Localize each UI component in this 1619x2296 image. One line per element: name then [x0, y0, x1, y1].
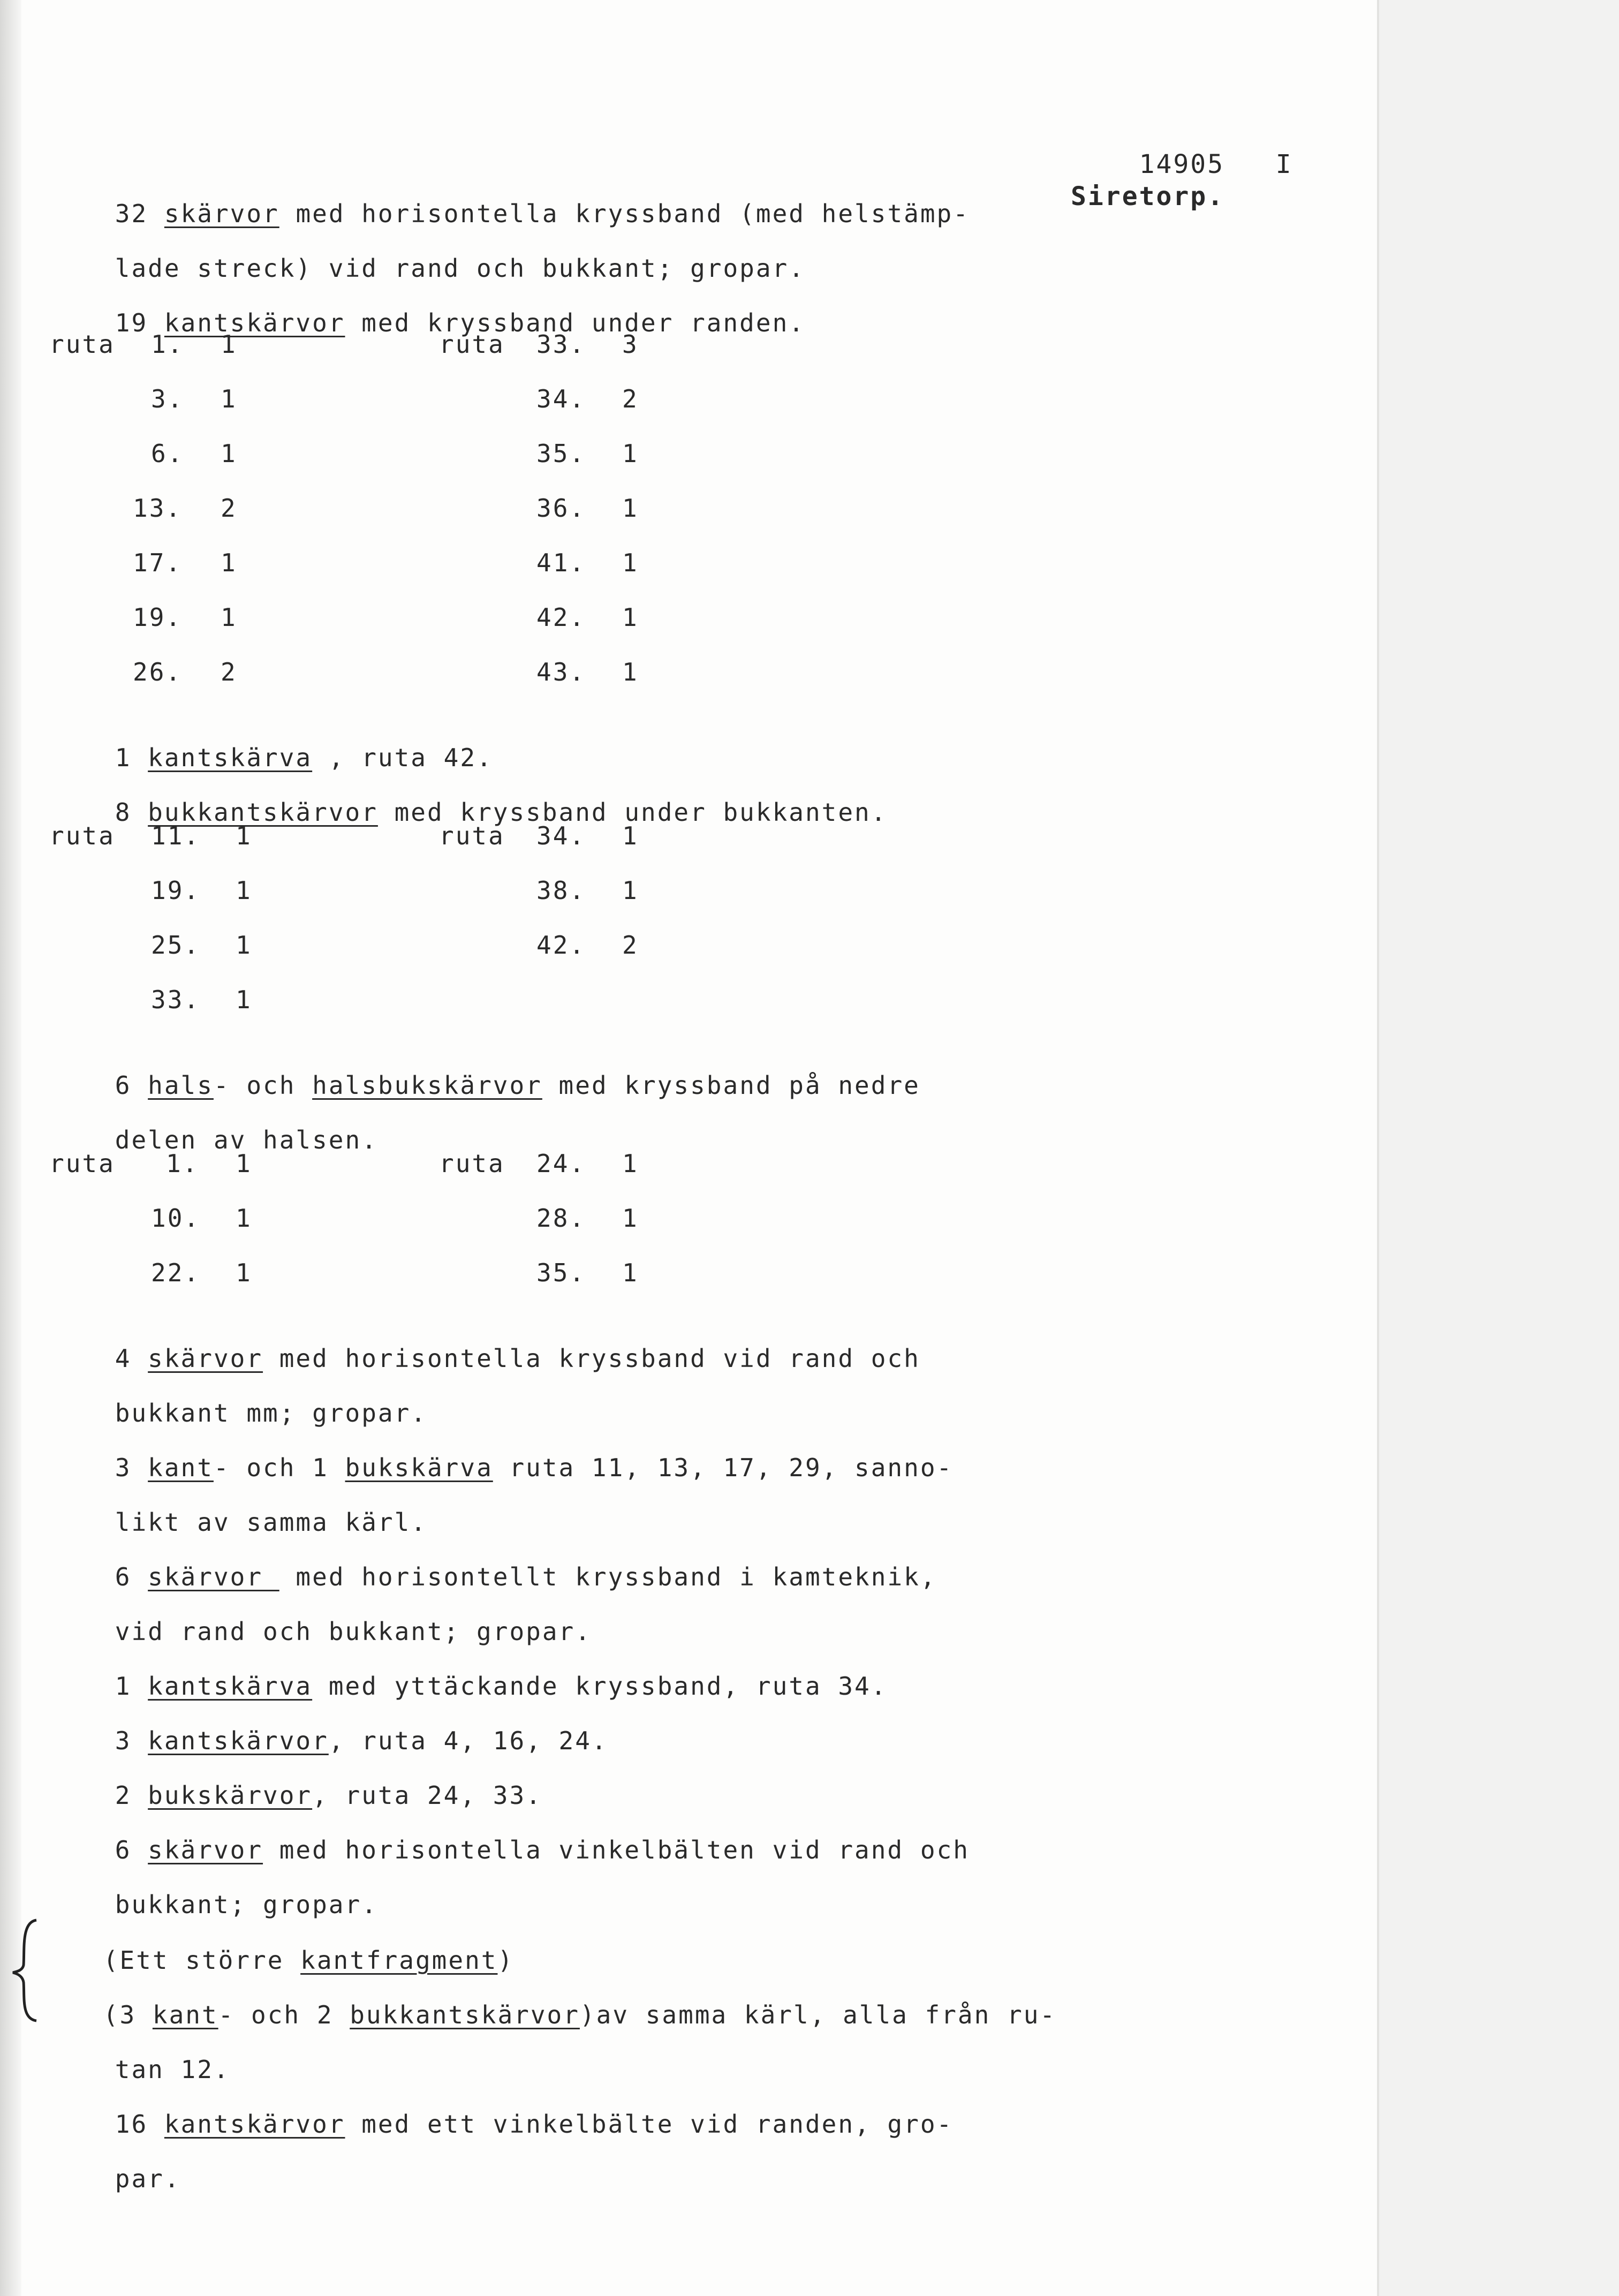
table-cell: 1 [622, 821, 639, 850]
table-cell: 1 [221, 439, 237, 468]
entry-line: 3 kantskärvor, ruta 4, 16, 24. [115, 1726, 608, 1755]
table-cell: 1 [622, 876, 639, 905]
table-cell: 1 [221, 330, 237, 359]
entry-line: 6 skärvor med horisontellt kryssband i kamteknik, [115, 1562, 937, 1591]
table-cell: 25. [151, 931, 201, 960]
table-cell: 1 [236, 876, 252, 905]
entry-line: tan 12. [115, 2055, 230, 2084]
entry-line: 8 bukkantskärvor med kryssband under bukkanten. [115, 798, 888, 827]
table-cell: 1 [622, 603, 639, 632]
table-cell: 33. [151, 985, 201, 1014]
table-cell: 26. [133, 658, 183, 686]
curly-brace-mark [10, 1917, 42, 2024]
table-cell: 1 [236, 1258, 252, 1287]
entry-line: vid rand och bukkant; gropar. [115, 1617, 592, 1646]
table-cell: 11. [151, 821, 201, 850]
site-name: Siretorp. [1071, 182, 1225, 212]
table-cell: 1 [622, 439, 639, 468]
entry-line: 32 skärvor med horisontella kryssband (med helstämp- [115, 199, 970, 228]
table-cell: ruta [439, 821, 505, 850]
table-cell: 1 [236, 1149, 252, 1178]
paper-edge [1377, 0, 1619, 2296]
table-cell: 1 [221, 384, 237, 413]
table-cell: 22. [151, 1258, 201, 1287]
table-cell: 1 [622, 658, 639, 686]
table-cell: 1 [622, 548, 639, 577]
entry-line: 16 kantskärvor med ett vinkelbälte vid randen, gro- [115, 2110, 954, 2139]
entry-line: (3 kant- och 2 bukkantskärvor)av samma kärl, alla från ru- [103, 2000, 1057, 2029]
table-cell: ruta [49, 821, 115, 850]
catalog-part: I [1275, 149, 1293, 179]
table-cell: 2 [221, 494, 237, 523]
table-cell: 19. [151, 876, 201, 905]
entry-line: 19 kantskärvor med kryssband under randen. [115, 308, 805, 337]
entry-line: bukkant mm; gropar. [115, 1399, 427, 1428]
table-cell: 2 [622, 384, 639, 413]
table-cell: ruta [439, 330, 505, 359]
entry-line: 1 kantskärva med yttäckande kryssband, ruta 34. [115, 1672, 888, 1701]
table-cell: 19. [133, 603, 183, 632]
table-cell: 28. [536, 1204, 586, 1233]
table-cell: 3 [622, 330, 639, 359]
table-cell: ruta [49, 1149, 115, 1178]
entry-line: 4 skärvor med horisontella kryssband vid rand och [115, 1344, 920, 1373]
entry-line: 3 kant- och 1 bukskärva ruta 11, 13, 17, 29, sanno- [115, 1453, 954, 1482]
table-cell: ruta [49, 330, 115, 359]
table-cell: 1 [622, 1149, 639, 1178]
table-cell: 35. [536, 1258, 586, 1287]
table-cell: 2 [622, 931, 639, 960]
entry-line: 6 hals- och halsbukskärvor med kryssband på nedre [115, 1071, 920, 1100]
table-cell: 36. [536, 494, 586, 523]
entry-line: 6 skärvor med horisontella vinkelbälten vid rand och [115, 1836, 970, 1864]
table-cell: 24. [536, 1149, 586, 1178]
table-cell: 38. [536, 876, 586, 905]
table-cell: 41. [536, 548, 586, 577]
entry-line: delen av halsen. [115, 1126, 378, 1154]
table-cell: 1. [166, 1149, 199, 1178]
entry-line: 2 bukskärvor, ruta 24, 33. [115, 1781, 542, 1810]
table-cell: ruta [439, 1149, 505, 1178]
table-cell: 1 [622, 1258, 639, 1287]
table-cell: 1 [236, 985, 252, 1014]
table-cell: 2 [221, 658, 237, 686]
table-cell: 1 [236, 1204, 252, 1233]
table-cell: 1 [622, 1204, 639, 1233]
table-cell: 3. [151, 384, 184, 413]
table-cell: 42. [536, 931, 586, 960]
table-cell: 42. [536, 603, 586, 632]
table-cell: 1 [236, 931, 252, 960]
entry-line: lade streck) vid rand och bukkant; gropar. [115, 254, 805, 283]
table-cell: 43. [536, 658, 586, 686]
table-cell: 33. [536, 330, 586, 359]
entry-line: likt av samma kärl. [115, 1508, 427, 1537]
table-cell: 1 [221, 603, 237, 632]
table-cell: 6. [151, 439, 184, 468]
table-cell: 10. [151, 1204, 201, 1233]
table-cell: 1 [221, 548, 237, 577]
table-cell: 34. [536, 384, 586, 413]
table-cell: 34. [536, 821, 586, 850]
entry-line: par. [115, 2164, 181, 2193]
entry-line: 1 kantskärva , ruta 42. [115, 743, 493, 772]
table-cell: 1 [236, 821, 252, 850]
entry-line: bukkant; gropar. [115, 1890, 378, 1919]
table-cell: 35. [536, 439, 586, 468]
table-cell: 1. [151, 330, 184, 359]
catalog-number-text: 14905 [1139, 149, 1225, 179]
table-cell: 13. [133, 494, 183, 523]
entry-line: (Ett större kantfragment) [103, 1946, 515, 1975]
table-cell: 17. [133, 548, 183, 577]
table-cell: 1 [622, 494, 639, 523]
